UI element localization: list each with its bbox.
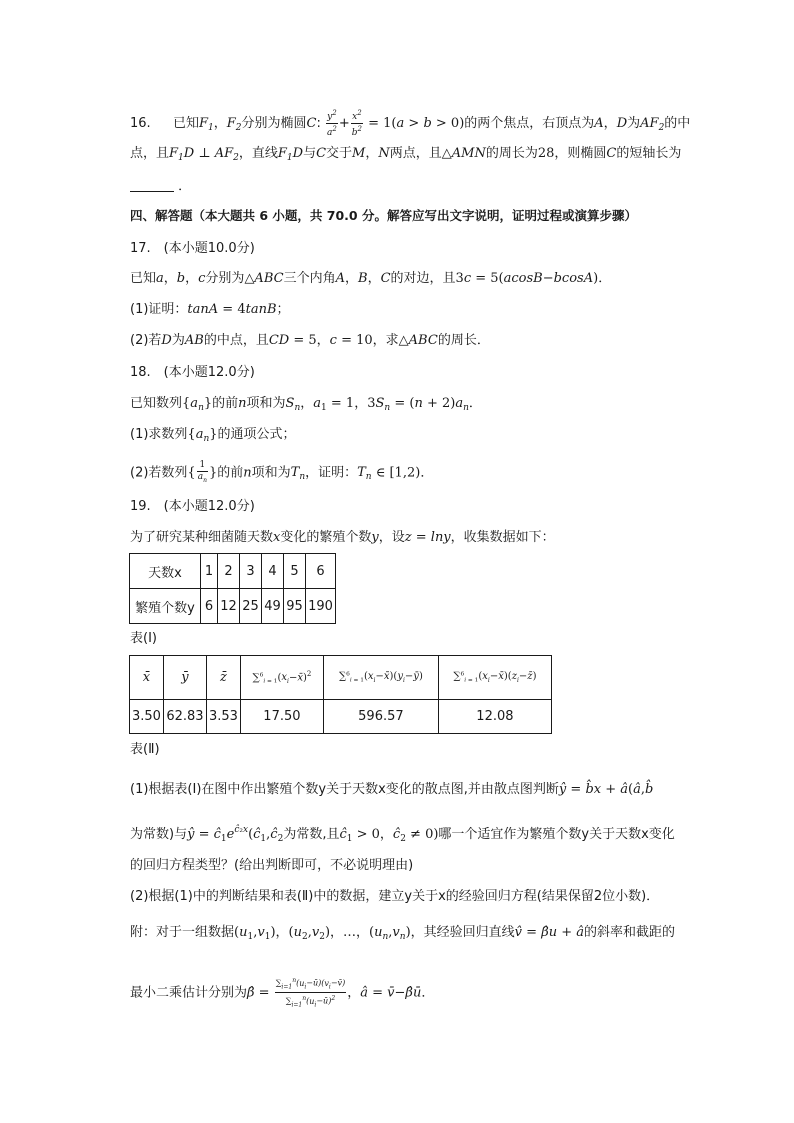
fraction-y2-a2: $\frac{y^2}{a^2}$ <box>327 109 337 138</box>
header-sum-xx: $\sum^6_{i = 1}(x_i-x̄)^2$ <box>240 656 323 700</box>
header-x-bar: x̄ <box>130 656 164 700</box>
table-row <box>130 700 552 734</box>
q17-heading: 17. (本小题10.0分) <box>130 241 255 256</box>
fraction-x2-b2: $\frac{x^2}{b^2}$ <box>351 109 362 138</box>
table2-caption: 表(Ⅱ) <box>130 742 160 757</box>
data-table-2 <box>129 655 552 734</box>
q16-number: 16. <box>130 116 151 131</box>
data-table-1 <box>129 553 336 624</box>
table-cell: 4 <box>262 554 284 589</box>
q19-heading: 19. (本小题12.0分) <box>130 499 255 514</box>
table-cell: 3.53 <box>206 700 240 734</box>
table-cell: 6 <box>306 554 336 589</box>
q16-line1: 16. 已知$F_1$，$F_2$分别为椭圆C: $\frac{y^2}{a^2}$ + $\frac{x^2}{b^2}$ = 1(a > b > 0)的两个焦点，右顶点为A，D为$AF_2$的中 <box>130 109 691 138</box>
q18-stem: 已知数列$\{a_n\}$的前n项和为$S_n$，$a_1 = 1$，$3S_n = (n + 2)a_n$． <box>130 396 482 413</box>
table-cell: 596.57 <box>323 700 438 734</box>
fraction-beta-estimate: $\frac{\sum_{i=1}^n(u_i-ū)(v_i-v̄)}{\sum_{i=1}^n(u_i-ū)^2}$ <box>275 977 346 1009</box>
header-sum-xz: $\sum^6_{i = 1}(x_i-x̄)(z_i-z̄)$ <box>438 656 551 700</box>
table-cell: 25 <box>240 589 262 624</box>
q17-stem: 已知a，b，c分别为△ABC三个内角A，B，C的对边，且3c = 5(acosB−bcosA)． <box>130 271 612 286</box>
answer-blank <box>130 179 174 192</box>
header-sum-xy: $\sum^6_{i = 1}(x_i-x̄)(y_i-ȳ)$ <box>323 656 438 700</box>
table-cell: 190 <box>306 589 336 624</box>
q17-part1: (1)证明：tanA = 4tanB； <box>130 302 290 317</box>
table-cell: 12 <box>218 589 240 624</box>
fraction-1-an: $\frac{1}{a_n}$ <box>197 460 207 484</box>
table-cell: 12.08 <box>438 700 551 734</box>
table-cell: 2 <box>218 554 240 589</box>
ellipse-condition: = 1(a > b > 0) <box>364 116 465 131</box>
header-y-bar: ȳ <box>163 656 206 700</box>
table-cell: 5 <box>284 554 306 589</box>
table-cell: 3 <box>240 554 262 589</box>
q19-note-line2: 最小二乘估计分别为β̂ = $\frac{\sum_{i=1}^n(u_i-ū)(v_i-v̄)}{\sum_{i=1}^n(u_i-ū)^2}$ ，â = v̄−β̂ū． <box>130 977 435 1009</box>
table-row <box>130 589 336 624</box>
table-row <box>130 656 552 700</box>
equation-3c: 3c = 5(acosB−bcosA) <box>455 271 599 286</box>
table-cell: 49 <box>262 589 284 624</box>
table-cell: 6 <box>201 589 218 624</box>
q19-intro: 为了研究某种细菌随天数x变化的繁殖个数y，设z = lny，收集数据如下： <box>130 530 555 545</box>
math-F1: $F_1$ <box>198 116 214 133</box>
q19-part1-line1: (1)根据表(Ⅰ)在图中作出繁殖个数y关于天数x变化的散点图,并由散点图判断ŷ = b̂x + â(â,b̂ <box>130 782 654 797</box>
section-heading: 四、解答题（本大题共 6 小题，共 70.0 分。解答应写出文字说明，证明过程或演算步骤） <box>130 208 637 223</box>
table-cell: 95 <box>284 589 306 624</box>
header-z-bar: z̄ <box>206 656 240 700</box>
q19-note-line1: 附：对于一组数据$(u_1,v_1)$，$(u_2,v_2)$，…，$(u_n,v_n)$，其经验回归直线v̂ = β̂u + â的斜率和截距的 <box>130 925 676 942</box>
table-cell: 17.50 <box>240 700 323 734</box>
table-cell: 天数x <box>130 554 201 589</box>
table-cell: 3.50 <box>130 700 164 734</box>
q18-heading: 18. (本小题12.0分) <box>130 365 255 380</box>
table-cell: 1 <box>201 554 218 589</box>
table1-caption: 表(Ⅰ) <box>130 631 157 646</box>
q19-part2: (2)根据(1)中的判断结果和表(Ⅱ)中的数据，建立y关于x的经验回归方程(结果保留2位小数)． <box>130 889 660 904</box>
q18-part1: (1)求数列$\{a_n\}$的通项公式； <box>130 427 296 444</box>
q18-part2: (2)若数列{ $\frac{1}{a_n}$ }的前n项和为$T_n$，证明：$T_n$ ∈ [1,2)． <box>130 460 434 484</box>
table-row <box>130 554 336 589</box>
q17-part2: (2)若D为AB的中点，且CD = 5，c = 10，求△ABC的周长． <box>130 333 490 348</box>
q19-part1-line3: 的回归方程类型？(给出判断即可，不必说明理由) <box>130 858 414 873</box>
q19-part1-line2: 为常数)与ŷ = $ĉ_1e^{ĉ_2x}(ĉ_1,ĉ_2$为常数,且$ĉ_1 > 0$，$ĉ_2 \ne 0$)哪一个适宜作为繁殖个数y关于天数x变化 <box>130 825 675 844</box>
table-cell: 繁殖个数y <box>130 589 201 624</box>
table-cell: 62.83 <box>163 700 206 734</box>
q16-line3: ． <box>130 178 191 196</box>
q16-line2: 点，且$F_1D$ ⊥ $AF_2$，直线$F_1D$与C交于M，N两点，且△AMN的周长为28，则椭圆C的短轴长为 <box>130 146 682 163</box>
